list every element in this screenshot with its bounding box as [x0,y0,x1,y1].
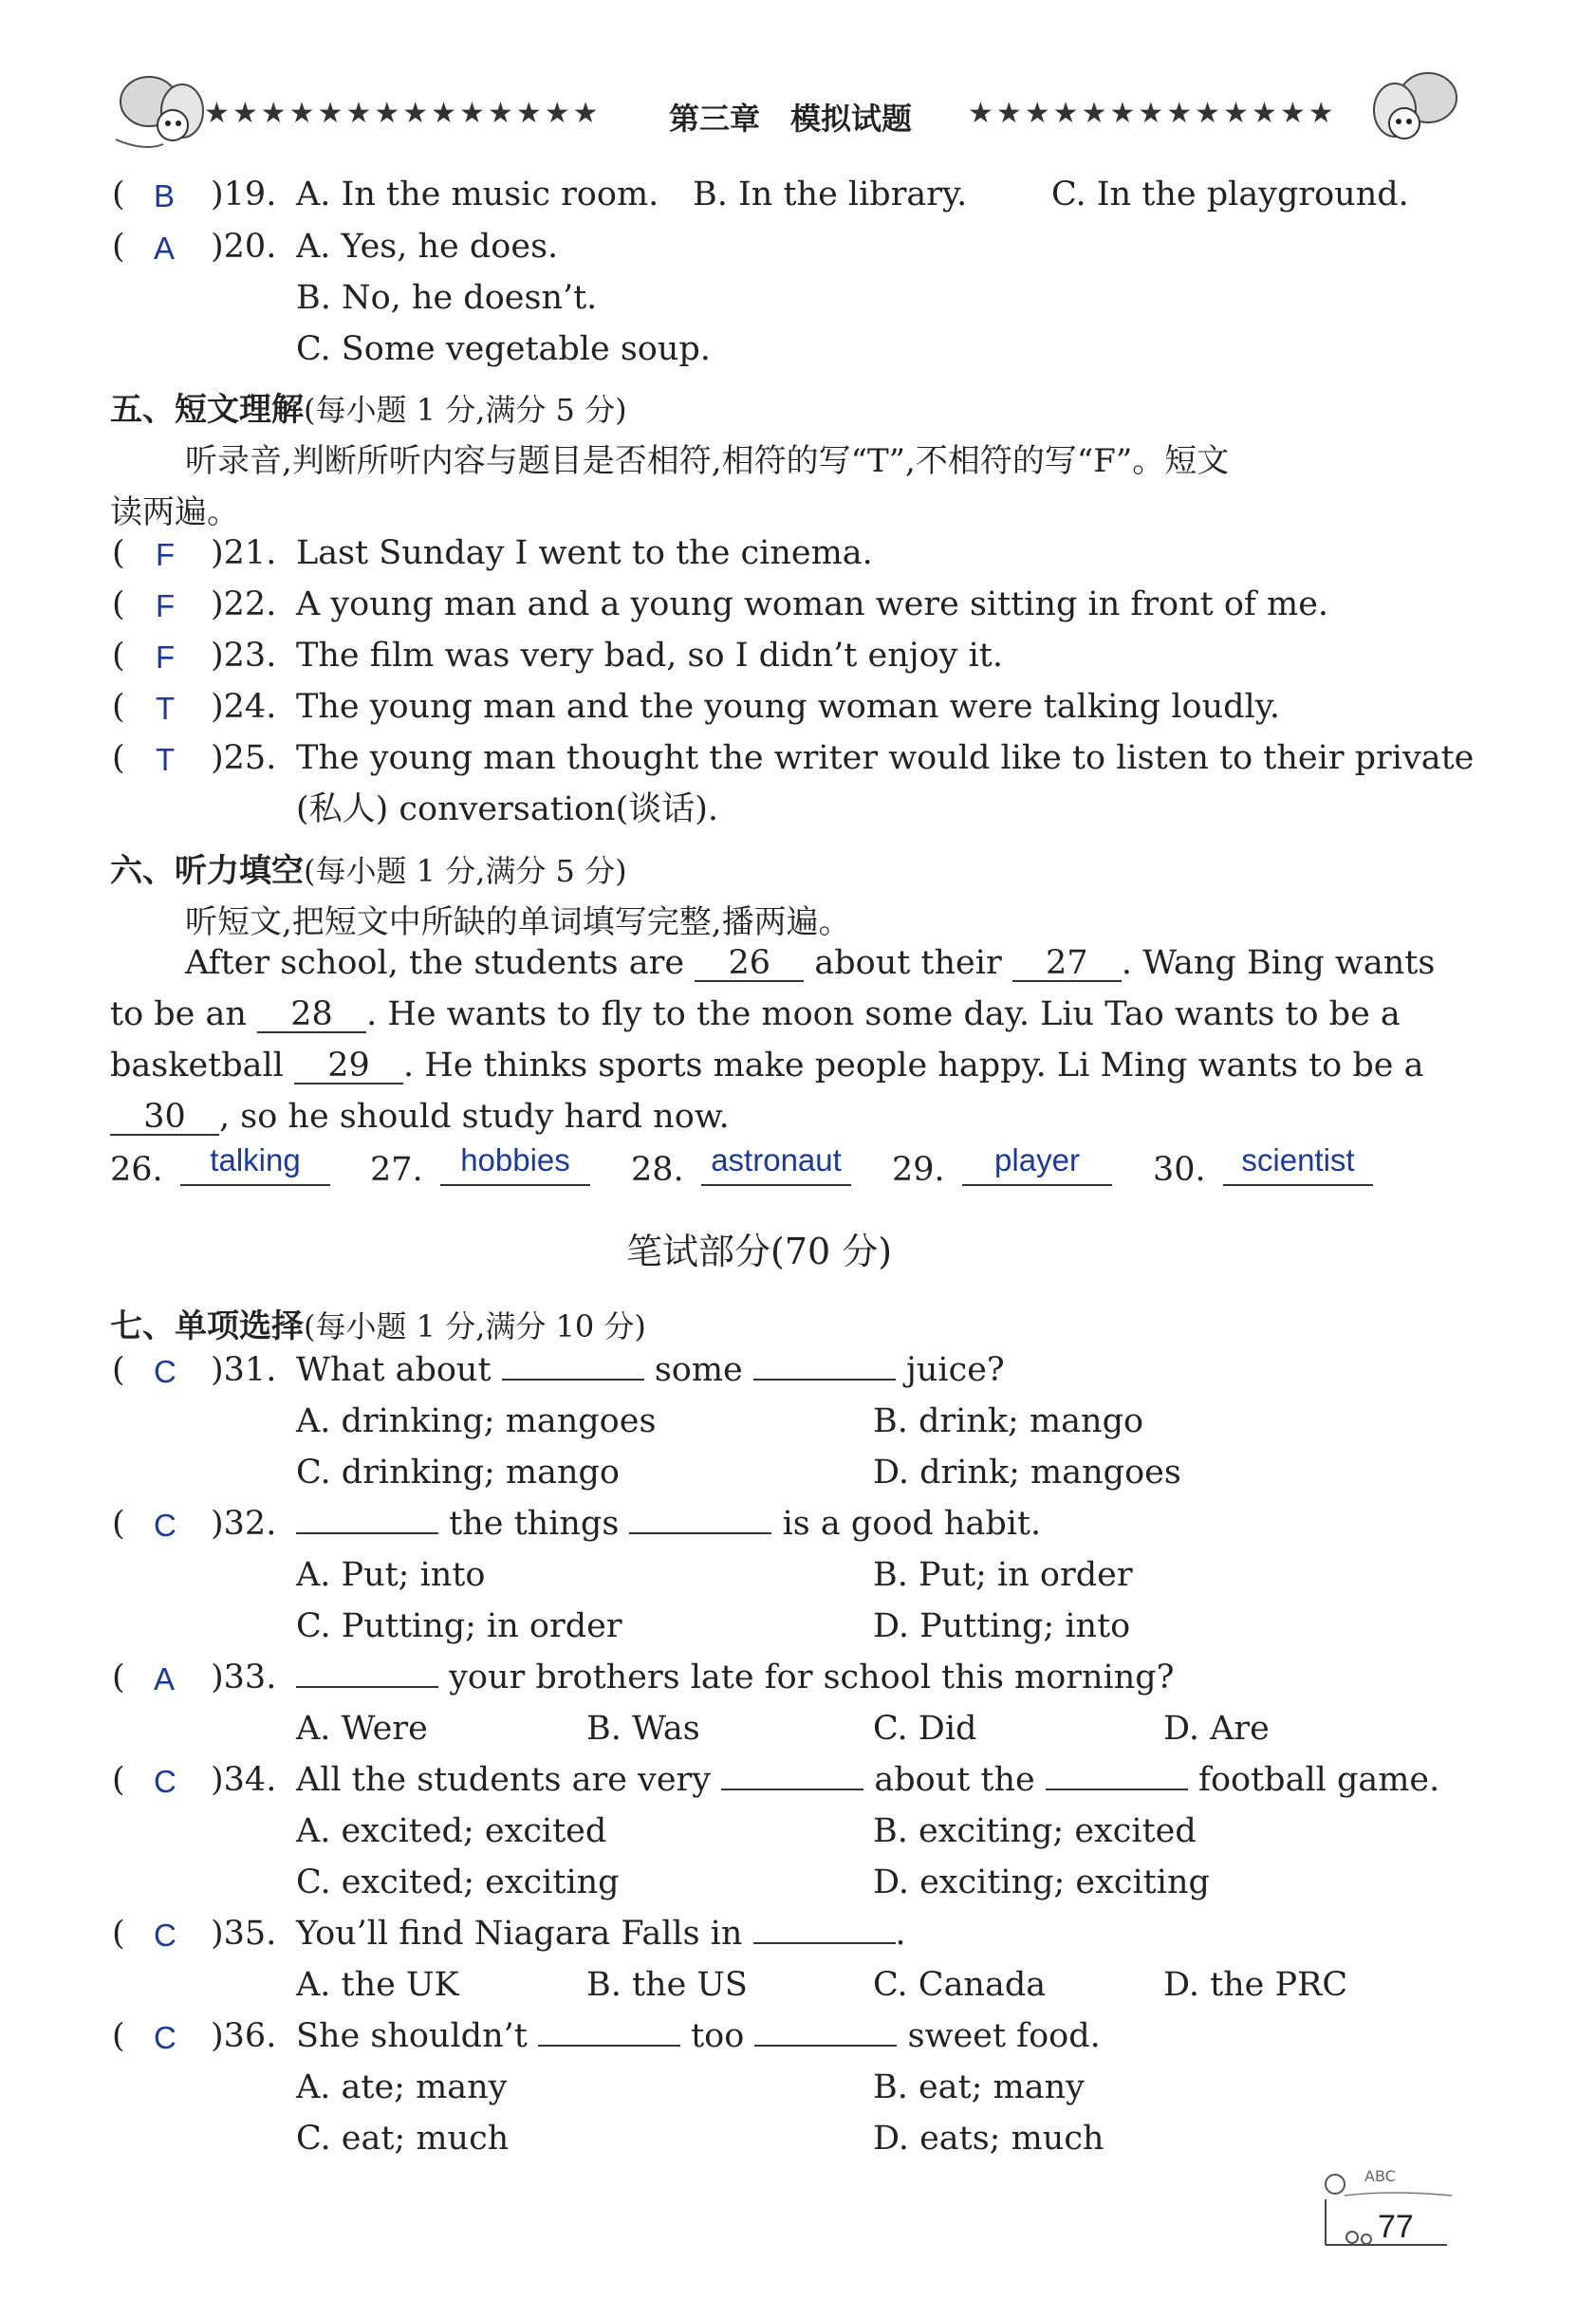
q34-option-d: D. exciting; exciting [873,1863,1210,1901]
section5-title: 五、短文理解 [110,391,304,429]
passage-text: . Wang Bing wants [1121,944,1436,982]
q32-option-d: D. Putting; into [873,1607,1131,1645]
mc-paren: ( [112,1351,125,1389]
q35-stem-part: . [895,1915,906,1953]
q22-number: )22. [211,585,277,623]
q35-answer: C [154,1918,176,1953]
q20-answer: A [154,231,176,266]
q20-option-c: C. Some vegetable soup. [296,330,711,368]
fill-30-answer: scientist [1223,1142,1373,1186]
q24-answer: T [156,691,176,726]
q33-blank [296,1686,438,1688]
q19-paren-open: ( [112,176,125,213]
section6-heading [110,844,627,891]
q34-stem-part: about the [874,1761,1035,1799]
q34-option-b: B. exciting; excited [873,1812,1197,1850]
section6-score: (每小题 1 分,满分 5 分) [304,853,627,889]
q35-option-b: B. the US [586,1966,748,2004]
blank-28: 28 [257,998,366,1033]
fill-30-number: 30. [1153,1151,1206,1189]
passage-text: After school, the students are [185,944,685,982]
q33-stem-part: your brothers late for school this morning? [449,1659,1175,1696]
fill-29-answer: player [962,1142,1112,1186]
q19-option-b: B. In the library. [693,176,968,213]
passage-text: to be an [110,995,247,1033]
q34-stem-part: All the students are very [296,1761,712,1799]
q34-answer: C [154,1764,176,1799]
q24-text: The young man and the young woman were talking loudly. [296,688,1280,726]
q35-option-d: D. the PRC [1163,1966,1348,2004]
mc-paren: ( [112,1915,125,1953]
passage-text: . He thinks sports make people happy. Li Ming wants to be a [403,1047,1424,1084]
q35-stem-part: You’ll find Niagara Falls in [296,1915,743,1953]
section6-instruction: 听短文,把短文中所缺的单词填写完整,播两遍。 [185,903,851,941]
passage-line2 [110,995,1401,1033]
q36-number: )36. [211,2017,277,2055]
header-stars-right: ★★★★★★★★★★★★★ [968,97,1337,130]
q32-stem [296,1505,1042,1543]
q31-answer: C [154,1354,176,1389]
q35-stem [296,1915,906,1953]
abc-doodle-text: ABC [1364,2167,1396,2185]
q32-option-c: C. Putting; in order [296,1607,622,1645]
mc-paren: ( [112,2017,125,2055]
q33-option-c: C. Did [873,1710,977,1748]
q34-option-c: C. excited; exciting [296,1863,620,1901]
q32-option-b: B. Put; in order [873,1556,1133,1594]
tf-paren: ( [112,534,125,572]
passage-text: . He wants to fly to the moon some day. Liu Tao wants to be a [366,995,1401,1033]
section7-title: 七、单项选择 [110,1307,304,1345]
section5-instruction-line2: 读两遍。 [110,493,239,531]
q36-option-a: A. ate; many [296,2068,508,2106]
fill-26-number: 26. [110,1151,163,1189]
header-title: 第三章 模拟试题 [669,101,913,137]
q34-stem [296,1761,1440,1799]
section7-score: (每小题 1 分,满分 10 分) [304,1308,646,1344]
mc-paren: ( [112,1761,125,1799]
q31-stem [296,1351,1005,1389]
passage-text: about their [814,944,1002,982]
q36-option-c: C. eat; much [296,2120,510,2158]
q32-stem-part: is a good habit. [782,1505,1042,1543]
blank-26: 26 [695,947,804,982]
q35-blank [753,1942,896,1944]
q25-answer: T [156,742,176,777]
fill-29-number: 29. [892,1151,945,1189]
q22-text: A young man and a young woman were sitting in front of me. [296,585,1329,623]
q34-blank [721,1789,863,1790]
passage-text: basketball [110,1047,284,1084]
q32-blank [629,1532,771,1534]
q36-stem-part: sweet food. [907,2017,1101,2055]
q36-answer: C [154,2020,176,2055]
q19-answer: B [154,178,176,213]
q33-stem [296,1661,1174,1695]
q36-stem-part: She shouldn’t [296,2017,528,2055]
tf-paren: ( [112,739,125,777]
q31-stem-part: What about [296,1351,492,1389]
q19-option-c: C. In the playground. [1051,176,1409,213]
q36-stem-part: too [691,2017,745,2055]
tf-paren: ( [112,637,125,675]
q36-stem [296,2017,1101,2055]
q21-number: )21. [211,534,277,572]
q34-stem-part: football game. [1198,1761,1440,1799]
q20-number: )20. [211,228,277,266]
q31-blank [753,1379,896,1381]
section7-heading [110,1300,646,1346]
q36-option-b: B. eat; many [873,2068,1085,2106]
q32-stem-part: the things [449,1505,620,1543]
section5-heading [110,383,627,430]
passage-text: , so he should study hard now. [219,1098,730,1136]
q35-number: )35. [211,1915,277,1953]
q19-number: )19. [211,176,277,213]
q31-number: )31. [211,1351,277,1389]
q31-option-b: B. drink; mango [873,1402,1144,1440]
q25-text: The young man thought the writer would like to listen to their private [296,739,1475,777]
tf-paren: ( [112,585,125,623]
q25-number: )25. [211,739,277,777]
q31-stem-part: juice? [906,1351,1005,1389]
q34-blank [1046,1789,1188,1790]
page-number: 77 [1378,2209,1414,2245]
q22-answer: F [156,588,176,623]
q33-option-a: A. Were [296,1710,428,1748]
q32-option-a: A. Put; into [296,1556,486,1594]
q31-stem-part: some [654,1351,743,1389]
q34-number: )34. [211,1761,277,1799]
section5-instruction-line1: 听录音,判断所听内容与题目是否相符,相符的写“T”,不相符的写“F”。短文 [185,442,1230,480]
passage-line1 [185,944,1436,982]
q23-answer: F [156,639,176,675]
q21-text: Last Sunday I went to the cinema. [296,534,873,572]
q33-answer: A [154,1661,176,1696]
q32-number: )32. [211,1505,277,1543]
fill-28-number: 28. [631,1151,684,1189]
section6-title: 六、听力填空 [110,852,304,890]
q20-option-a: A. Yes, he does. [296,228,559,266]
mc-paren: ( [112,1505,125,1543]
blank-27: 27 [1012,947,1122,982]
q36-option-d: D. eats; much [873,2120,1104,2158]
q33-number: )33. [211,1659,277,1696]
bee-right-icon [1366,65,1471,155]
q24-number: )24. [211,688,277,726]
q31-blank [502,1379,644,1381]
q33-option-d: D. Are [1163,1710,1270,1748]
q36-blank [538,2045,680,2047]
q35-option-c: C. Canada [873,1966,1047,2004]
q23-number: )23. [211,637,277,675]
blank-29: 29 [294,1049,403,1084]
fill-28-answer: astronaut [701,1142,851,1186]
passage-line3 [110,1049,1423,1084]
written-section-title: 笔试部分(70 分) [626,1231,893,1272]
q31-option-a: A. drinking; mangoes [296,1402,657,1440]
bee-left-icon [106,68,211,154]
q21-answer: F [156,537,176,572]
q20-paren-open: ( [112,228,125,266]
q19-option-a: A. In the music room. [296,176,659,213]
q35-option-a: A. the UK [296,1966,459,2004]
fill-27-number: 27. [370,1151,423,1189]
q34-option-a: A. excited; excited [296,1812,607,1850]
q33-option-b: B. Was [586,1710,700,1748]
fill-26-answer: talking [180,1142,330,1186]
header-stars-left: ★★★★★★★★★★★★★★ [204,97,602,130]
q31-option-c: C. drinking; mango [296,1454,620,1492]
blank-30: 30 [110,1101,219,1136]
section5-score: (每小题 1 分,满分 5 分) [304,392,627,428]
q32-blank [296,1532,438,1534]
q20-option-b: B. No, he doesn’t. [296,279,598,317]
fill-27-answer: hobbies [440,1142,590,1186]
mc-paren: ( [112,1659,125,1696]
q32-answer: C [154,1508,176,1543]
q31-option-d: D. drink; mangoes [873,1454,1181,1492]
q23-text: The film was very bad, so I didn’t enjoy it. [296,637,1003,675]
passage-line4 [110,1098,730,1136]
q36-blank [754,2045,897,2047]
q25-text-cont: (私人) conversation(谈话). [296,790,719,828]
tf-paren: ( [112,688,125,726]
